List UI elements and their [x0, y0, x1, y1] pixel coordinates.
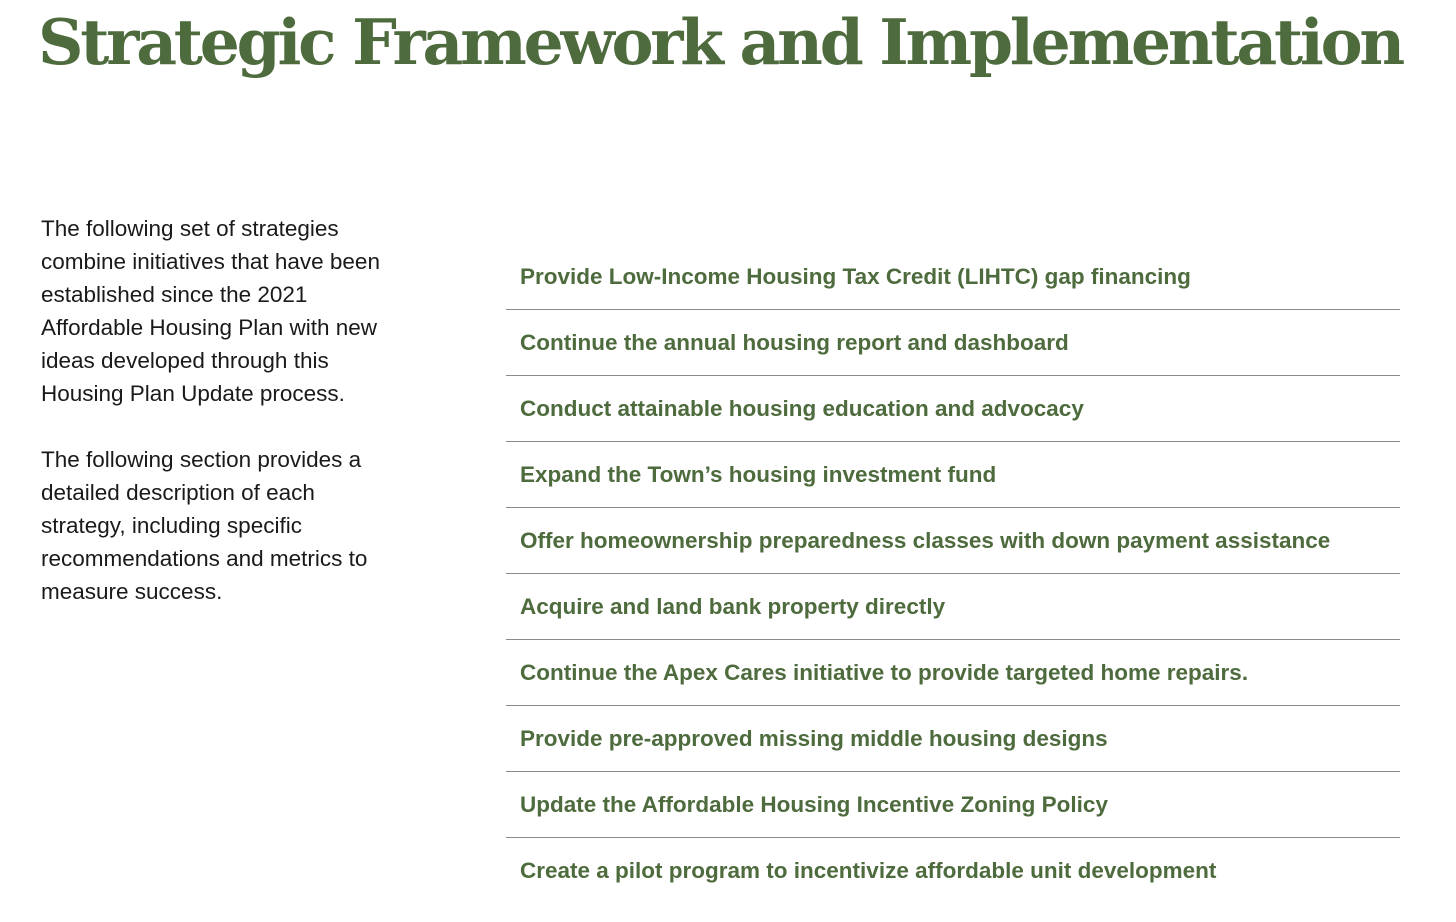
strategy-item-missing-middle-designs[interactable]: Provide pre-approved missing middle housing designs — [506, 706, 1400, 772]
strategy-item-land-bank-property[interactable]: Acquire and land bank property directly — [506, 574, 1400, 640]
strategy-item-lihtc-gap-financing[interactable]: Provide Low-Income Housing Tax Credit (LIHTC) gap financing — [506, 244, 1400, 310]
strategy-list — [506, 244, 1400, 903]
strategy-item-housing-education-advocacy[interactable]: Conduct attainable housing education and advocacy — [506, 376, 1400, 442]
strategy-item-incentive-zoning-policy[interactable]: Update the Affordable Housing Incentive Zoning Policy — [506, 772, 1400, 838]
strategy-item-housing-investment-fund[interactable]: Expand the Town’s housing investment fund — [506, 442, 1400, 508]
page-title: Strategic Framework and Implementation — [38, 5, 1403, 79]
strategy-item-homeownership-classes[interactable]: Offer homeownership preparedness classes with down payment assistance — [506, 508, 1400, 574]
strategy-item-pilot-program[interactable]: Create a pilot program to incentivize affordable unit development — [520, 857, 1217, 883]
strategy-item-apex-cares-repairs[interactable]: Continue the Apex Cares initiative to provide targeted home repairs. — [506, 640, 1400, 706]
intro-paragraph-1: The following set of strategies combine initiatives that have been established since the 2021 Affordable Housing Plan with new ideas developed through this Housing Plan Update process. — [41, 216, 380, 406]
strategy-item-annual-housing-report[interactable]: Continue the annual housing report and dashboard — [506, 310, 1400, 376]
intro-paragraph-2: The following section provides a detailed description of each strategy, including specific recommendations and metrics to measure success. — [41, 447, 368, 604]
intro-text — [41, 212, 381, 641]
